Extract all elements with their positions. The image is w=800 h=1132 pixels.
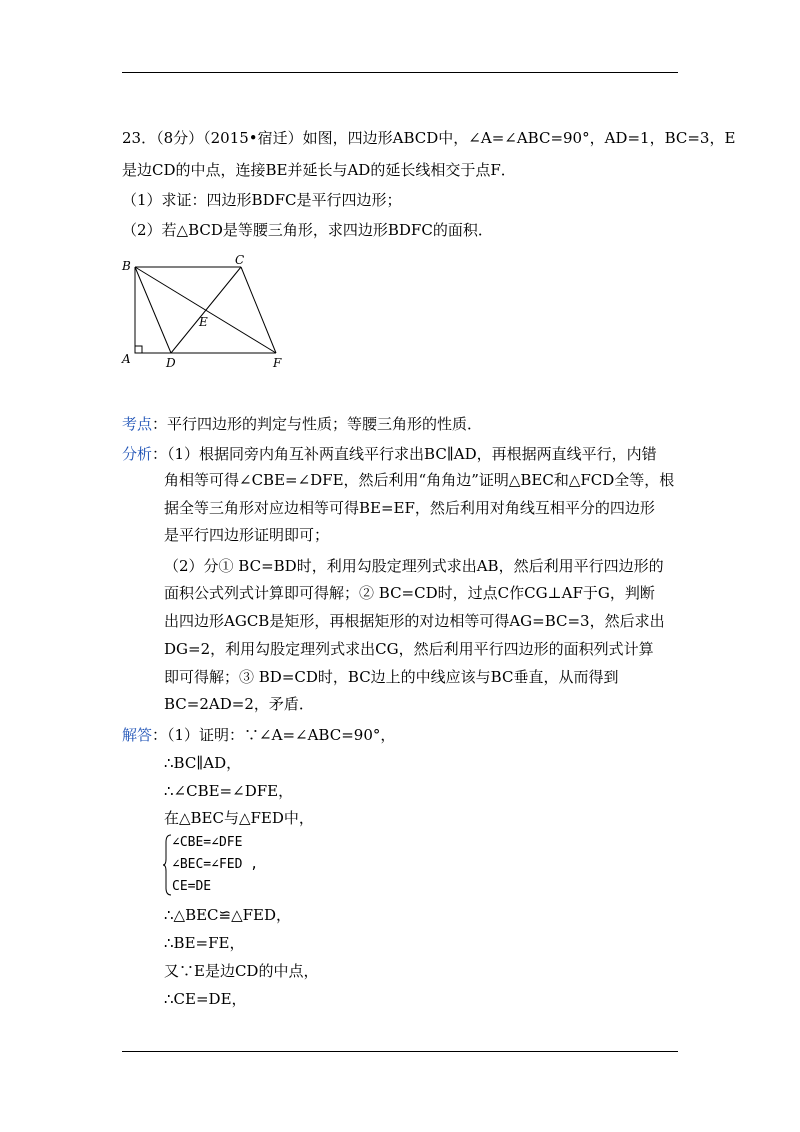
jieda-line-4: 在△BEC与△FED中， xyxy=(164,809,314,827)
jieda-label: 解答 xyxy=(122,726,153,744)
label-f: F xyxy=(273,356,282,370)
problem-part-1: （1）求证：四边形BDFC是平行四边形； xyxy=(122,191,402,209)
geometry-diagram xyxy=(118,255,298,375)
fenxi-line-1 xyxy=(122,444,657,464)
left-brace xyxy=(162,834,172,896)
jieda-text-1: ：（1）证明：∵∠A=∠ABC=90°， xyxy=(152,726,396,744)
jieda-line-3: ∴∠CBE=∠DFE， xyxy=(164,782,294,800)
jieda-line-1 xyxy=(122,725,395,745)
problem-part-2: （2）若△BCD是等腰三角形，求四边形BDFC的面积． xyxy=(122,221,493,239)
label-d: D xyxy=(166,356,176,370)
label-a: A xyxy=(122,352,131,366)
label-c: C xyxy=(235,255,245,267)
fenxi-line-9: 即可得解；③ BD=CD时，BC边上的中线应该与BC垂直，从而得到 xyxy=(164,668,619,686)
fenxi-line-8: DG=2，利用勾股定理列式求出CG，然后利用平行四边形的面积列式计算 xyxy=(164,640,654,658)
system-row-3: CE=DE xyxy=(172,879,212,894)
fenxi-line-5: （2）分① BC=BD时，利用勾股定理列式求出AB，然后利用平行四边形的 xyxy=(164,557,664,575)
header-rule xyxy=(122,72,678,73)
problem-line-2: 是边CD的中点，连接BE并延长与AD的延长线相交于点F． xyxy=(122,161,516,179)
jieda-line-7: 又∵E是边CD的中点， xyxy=(164,962,319,980)
problem-line-1: 23．（8分）（2015•宿迁）如图，四边形ABCD中，∠A=∠ABC=90°，AD=1，BC=3，E xyxy=(122,129,736,147)
segment-bd xyxy=(135,267,171,353)
fenxi-line-6: 面积公式列式计算即可得解；② BC=CD时，过点C作CG⊥AF于G，判断 xyxy=(164,584,655,602)
segment-cf xyxy=(241,267,276,353)
label-e: E xyxy=(199,315,208,329)
fenxi-line-4: 是平行四边形证明即可； xyxy=(164,526,330,544)
fenxi-line-7: 出四边形AGCB是矩形，再根据矩形的对边相等可得AG=BC=3，然后求出 xyxy=(164,612,665,630)
fenxi-line-10: BC=2AD=2，矛盾． xyxy=(164,695,314,713)
system-row-1: ∠CBE=∠DFE xyxy=(172,835,243,850)
fenxi-label: 分析 xyxy=(122,445,153,463)
system-row-2: ∠BEC=∠FED , xyxy=(172,857,259,872)
jieda-line-6: ∴BE=FE， xyxy=(164,934,245,952)
jieda-line-5: ∴△BEC≌△FED， xyxy=(164,906,292,924)
fenxi-text-1: ：（1）根据同旁内角互补两直线平行求出BC∥AD，再根据两直线平行，内错 xyxy=(152,445,657,463)
footer-rule xyxy=(122,1051,678,1052)
kaodian-line xyxy=(122,414,482,434)
segment-bf xyxy=(135,267,276,353)
kaodian-text: ：平行四边形的判定与性质；等腰三角形的性质． xyxy=(152,415,483,433)
fenxi-line-2: 角相等可得∠CBE=∠DFE，然后利用“角角边”证明△BEC和△FCD全等，根 xyxy=(164,471,675,489)
equation-system xyxy=(162,834,282,896)
right-angle-mark xyxy=(135,346,142,353)
jieda-line-8: ∴CE=DE， xyxy=(164,990,247,1008)
kaodian-label: 考点 xyxy=(122,415,153,433)
fenxi-line-3: 据全等三角形对应边相等可得BE=EF，然后利用对角线互相平分的四边形 xyxy=(164,499,655,517)
jieda-line-2: ∴BC∥AD， xyxy=(164,754,242,772)
label-b: B xyxy=(122,259,131,273)
